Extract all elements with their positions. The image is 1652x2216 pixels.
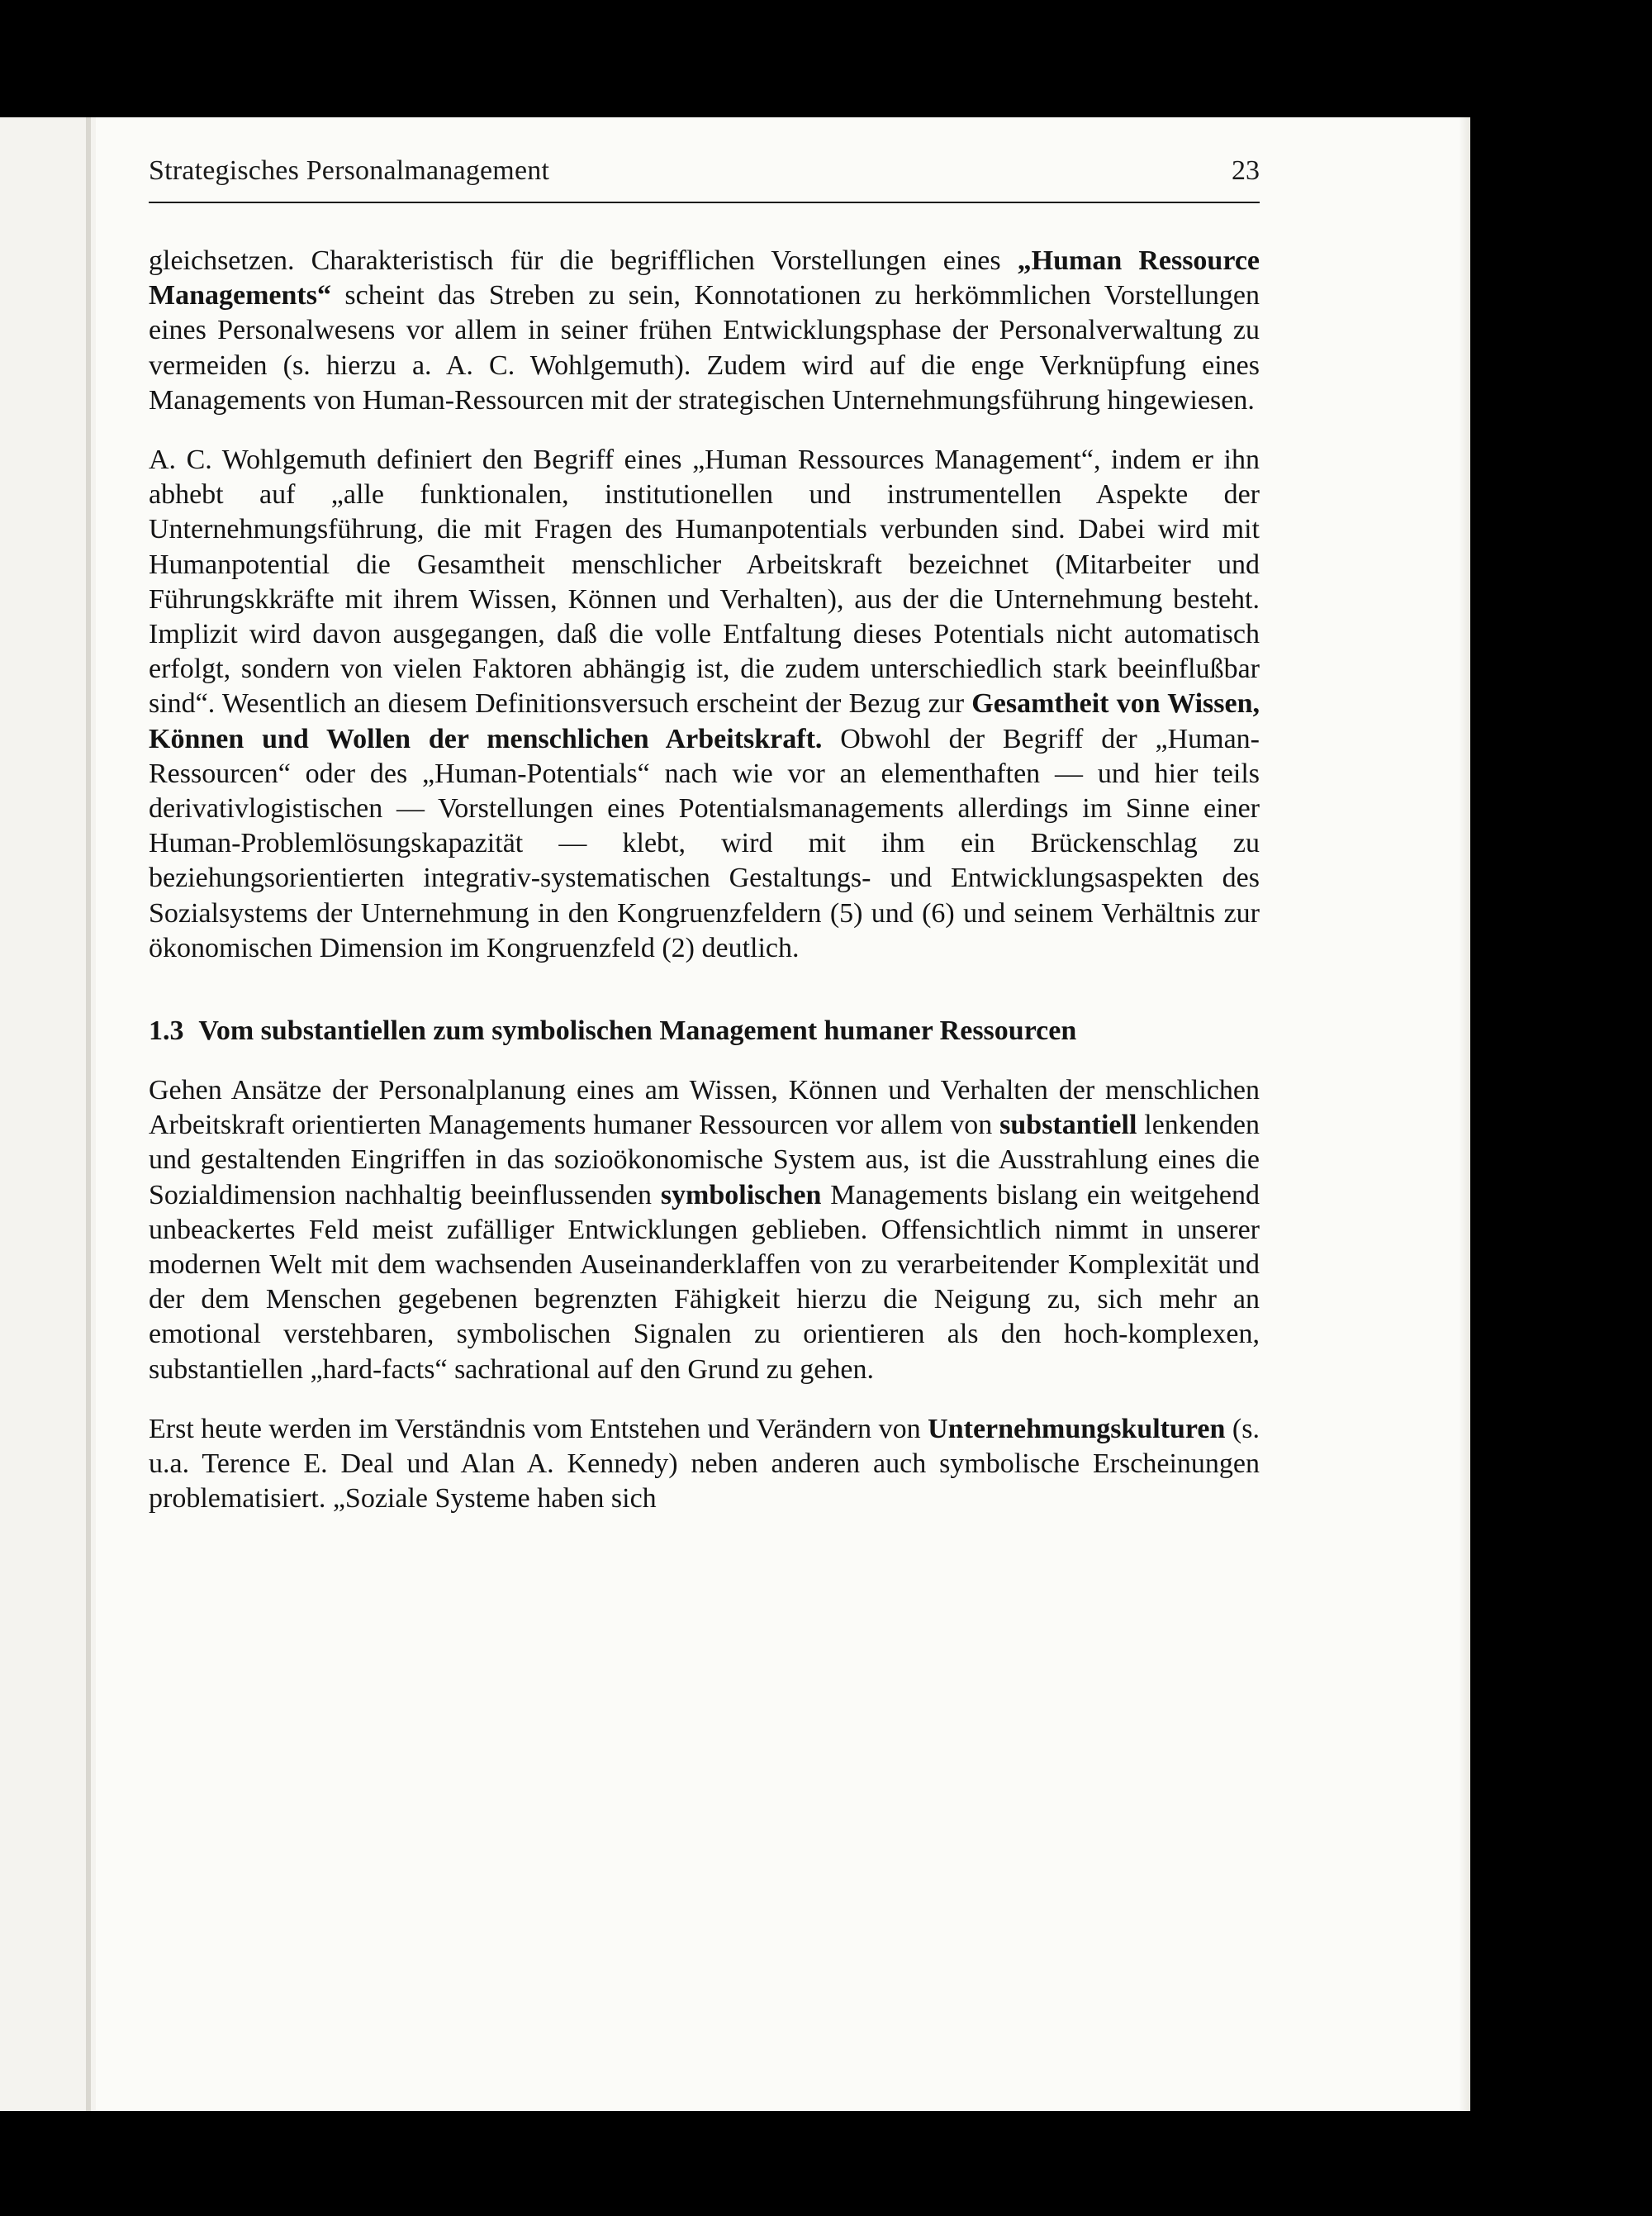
text-run: Managements bislang ein weitgehend unbeackertes Feld meist zufälliger Entwicklungen geblieben. Offensichtlich nimmt in unserer modernen Welt mit dem wachsenden Auseinanderklaffen von zu verarbeitender Komplexität und der dem Menschen gegebenen begrenzten Fähigkeit hierzu die Neigung zu, sich mehr an emotional verstehbaren, symbolischen Signalen zu orientieren als den hoch-komplexen, substantiellen „hard-facts“ sachrational auf den Grund zu gehen. xyxy=(149,1179,1260,1385)
running-title: Strategisches Personalmanagement xyxy=(149,155,550,186)
text-run: lenkenden und gestaltenden Eingriffen in das sozioökonomische System aus, ist die Ausstrahlung eines die Sozialdimension nachhaltig beeinflussenden xyxy=(149,1110,1260,1210)
page-number: 23 xyxy=(1232,155,1260,186)
page-header xyxy=(149,155,1260,205)
section-heading xyxy=(149,1014,1260,1049)
bold-term: Gesamtheit von Wissen, Können und Wollen der menschlichen Arbeitskraft. xyxy=(149,688,1260,754)
paragraph xyxy=(149,244,1260,418)
previous-page-edge xyxy=(0,117,97,2111)
header-rule xyxy=(149,202,1260,203)
body-text xyxy=(149,244,1260,1542)
text-run: Gehen Ansätze der Personalplanung eines am Wissen, Können und Verhalten der menschlichen Arbeitskraft orientierten Managements humaner Ressourcen vor allem von xyxy=(149,1075,1260,1141)
page-gutter-shadow xyxy=(86,117,91,2111)
paragraph xyxy=(149,1073,1260,1387)
text-run: (s. u.a. Terence E. Deal und Alan A. Kennedy) neben anderen auch symbolische Erscheinungen problematisiert. „Soziale Systeme haben sich xyxy=(149,1413,1260,1515)
section-number: 1.3 xyxy=(149,1015,184,1047)
bold-term: Unternehmungskulturen xyxy=(928,1413,1226,1444)
text-run: scheint das Streben zu sein, Konnotationen zu herkömmlichen Vorstellungen eines Personalwesens vor allem in seiner frühen Entwicklungsphase der Personalverwaltung zu vermeiden (s. hierzu a. A. C. Wohlgemuth). Zudem wird auf die enge Verknüpfung eines Managements von Human-Ressourcen mit der strategischen Unternehmungsführung hingewiesen. xyxy=(149,280,1260,416)
paragraph xyxy=(149,443,1260,966)
section-title: Vom substantiellen zum symbolischen Management humaner Ressourcen xyxy=(198,1015,1077,1047)
bold-term: „Human Ressource Managements“ xyxy=(149,245,1260,311)
text-run: Erst heute werden im Verständnis vom Entstehen und Verändern von xyxy=(149,1413,928,1444)
bold-term: symbolischen xyxy=(660,1179,822,1210)
bold-term: substantiell xyxy=(999,1110,1137,1141)
text-run: A. C. Wohlgemuth definiert den Begriff eines „Human Ressources Management“, indem er ihn abhebt auf „alle funktionalen, institutionellen und instrumentellen Aspekte der Unternehmungsführung, die mit Fragen des Humanpotentials verbunden sind. Dabei wird mit Humanpotential die Gesamtheit menschlicher Arbeitskraft bezeichnet (Mitarbeiter und Führungskkräfte mit ihrem Wissen, Können und Verhalten), aus der die Unternehmung besteht. Implizit wird davon ausgegangen, daß die volle Entfaltung dieses Potentials nicht automatisch erfolgt, sondern von vielen Faktoren abhängig ist, die zudem unterschiedlich stark beeinflußbar sind“. Wesentlich an diesem Definitionsversuch erscheint der Bezug zur xyxy=(149,445,1260,720)
text-run: Obwohl der Begriff der „Human-Ressourcen“ oder des „Human-Potentials“ nach wie vor an elementhaften — und hier teils derivativlogistischen — Vorstellungen eines Potentialsmanagements allerdings im Sinne einer Human-Problemlösungskapazität — klebt, wird mit ihm ein Brückenschlag zu beziehungsorientierten integrativ-systematischen Gestaltungs- und Entwicklungsaspekten des Sozialsystems der Unternehmung in den Kongruenzfeldern (5) und (6) und seinem Verhältnis zur ökonomischen Dimension im Kongruenzfeld (2) deutlich. xyxy=(149,723,1260,963)
page-edge-shade xyxy=(1459,117,1470,2111)
paragraph xyxy=(149,1412,1260,1517)
text-run: gleichsetzen. Charakteristisch für die begrifflichen Vorstellungen eines xyxy=(149,245,1018,276)
